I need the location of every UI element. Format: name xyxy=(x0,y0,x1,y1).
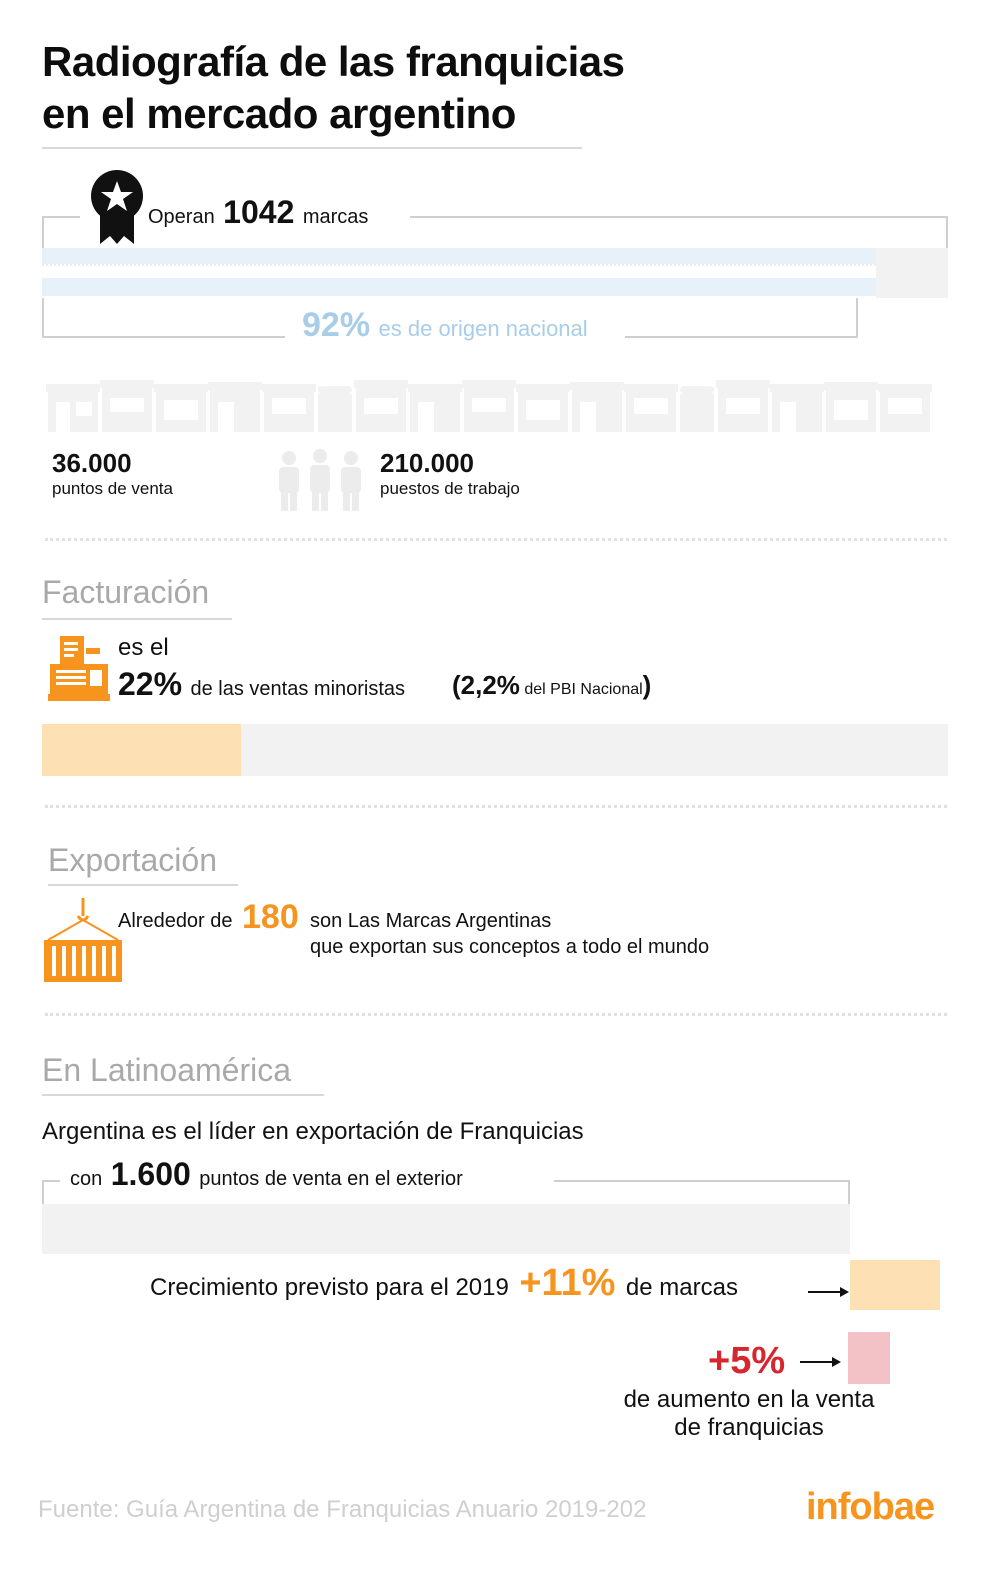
sales-growth-label xyxy=(600,1386,898,1442)
billing-percent: 22% xyxy=(118,666,183,702)
export-number: 180 xyxy=(242,898,299,936)
export-line-1: son Las Marcas Argentinas xyxy=(310,910,552,932)
exterior-points-bar xyxy=(42,1204,850,1254)
title-underline xyxy=(42,147,582,149)
growth-text xyxy=(150,1262,738,1305)
storefronts-illustration xyxy=(46,376,936,434)
workers-icon xyxy=(275,448,365,512)
points-of-sale-stat xyxy=(52,448,173,499)
exterior-con: con xyxy=(70,1168,103,1190)
latam-lead-text: Argentina es el líder en exportación de Franquicias xyxy=(42,1118,584,1145)
billing-heading: Facturación xyxy=(42,574,210,610)
growth-box xyxy=(850,1260,940,1310)
title-line-2: en el mercado argentino xyxy=(42,90,516,137)
sales-arrow-head xyxy=(832,1357,841,1367)
latam-heading: En Latinoamérica xyxy=(42,1052,292,1088)
divider-2 xyxy=(45,805,947,808)
brands-national-bar xyxy=(42,248,876,298)
divider-1 xyxy=(45,538,947,541)
growth-value: +11% xyxy=(519,1262,616,1304)
pbi-text xyxy=(452,670,651,701)
cash-register-icon xyxy=(48,634,110,702)
brands-prefix: Operan xyxy=(148,206,215,228)
exterior-label: puntos de venta en el exterior xyxy=(199,1168,463,1190)
export-heading: Exportación xyxy=(48,842,217,878)
pbi-label: del PBI Nacional xyxy=(524,681,643,698)
jobs-label: puestos de trabajo xyxy=(380,479,520,498)
brands-count-text xyxy=(148,194,368,234)
billing-heading-underline xyxy=(42,618,232,620)
exterior-number: 1.600 xyxy=(110,1156,191,1192)
growth-suffix: de marcas xyxy=(625,1274,738,1301)
sales-arrow-line xyxy=(800,1361,832,1363)
pbi-value: (2,2% xyxy=(452,670,520,700)
divider-3 xyxy=(45,1013,947,1016)
sales-growth-value: +5% xyxy=(708,1340,786,1382)
brands-suffix: marcas xyxy=(302,206,369,228)
billing-share-bar xyxy=(42,724,241,776)
points-of-sale-number: 36.000 xyxy=(52,448,132,478)
billing-line-1: es el xyxy=(118,634,169,661)
export-line-2: que exportan sus conceptos a todo el mundo xyxy=(310,936,710,958)
pbi-close: ) xyxy=(642,670,652,700)
growth-arrow-head xyxy=(840,1287,849,1297)
sales-label-line-1: de aumento en la venta xyxy=(623,1386,875,1413)
infobae-logo: infobae xyxy=(806,1486,935,1528)
billing-share-text xyxy=(118,666,405,703)
brands-number: 1042 xyxy=(223,194,295,230)
sales-label-line-2: de franquicias xyxy=(674,1414,824,1441)
jobs-stat xyxy=(380,448,520,499)
export-prefix: Alrededor de xyxy=(118,910,233,932)
export-heading-underline xyxy=(48,884,238,886)
billing-retail-label: de las ventas minoristas xyxy=(190,678,406,700)
latam-heading-underline xyxy=(42,1094,324,1096)
exterior-points-text xyxy=(70,1156,463,1193)
points-of-sale-label: puntos de venta xyxy=(52,479,173,498)
national-percent: 92% xyxy=(302,306,371,344)
title-line-1: Radiografía de las franquicias xyxy=(42,38,625,85)
growth-prefix: Crecimiento previsto para el 2019 xyxy=(150,1274,509,1301)
national-label: es de origen nacional xyxy=(378,316,588,341)
award-badge-icon xyxy=(86,168,148,246)
shipping-container-icon xyxy=(42,896,124,986)
national-origin-text xyxy=(302,306,588,345)
sales-box xyxy=(848,1332,890,1384)
source-note: Fuente: Guía Argentina de Franquicias Anuario 2019-202 xyxy=(38,1496,647,1523)
page-title xyxy=(42,36,625,140)
growth-arrow-line xyxy=(808,1291,840,1293)
jobs-number: 210.000 xyxy=(380,448,474,478)
